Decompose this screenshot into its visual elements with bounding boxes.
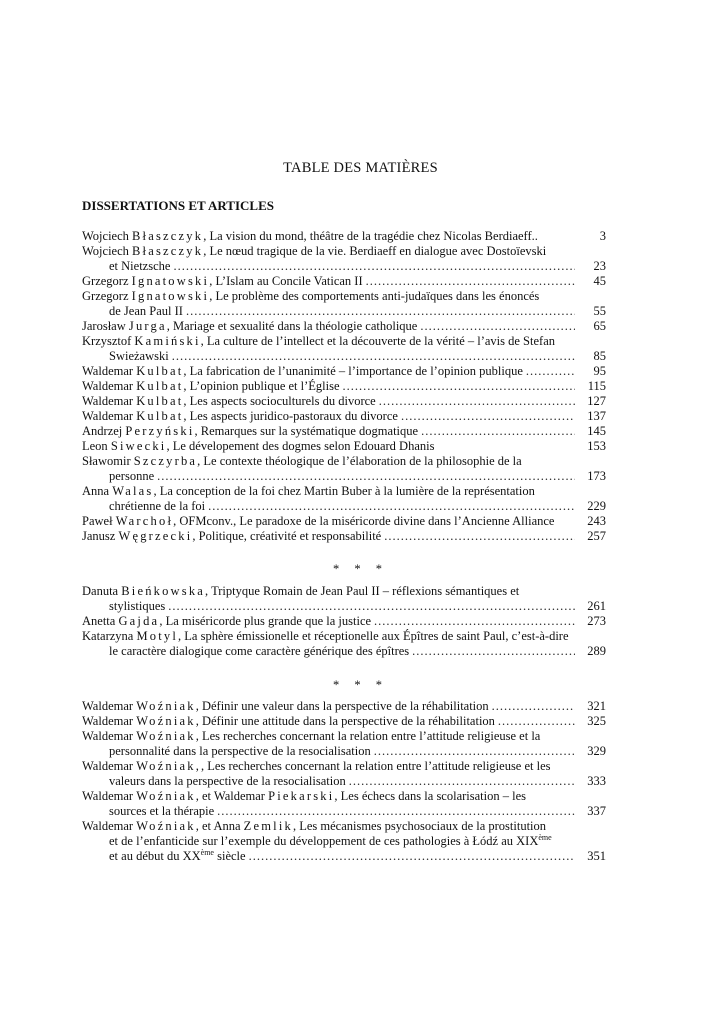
entry-title: , La fabrication de l’unanimité – l’importance de l’opinion publique	[183, 364, 523, 378]
page-number: 153	[587, 439, 606, 453]
entry-text	[82, 319, 417, 334]
entry-title-continued: stylistiques	[109, 599, 166, 613]
coauthor-first-name: Anna	[213, 819, 244, 833]
toc-line	[82, 424, 606, 439]
separator-stars: * * *	[333, 562, 388, 576]
toc-entry	[82, 729, 606, 759]
entry-title: , Le contexte théologique de l’élaboration de la philosophie de la	[197, 454, 522, 468]
author-last-name: Kulbat	[136, 364, 184, 378]
entry-title: , Les mécanismes psychosociaux de la prostitution	[292, 819, 547, 833]
page-number: 243	[587, 514, 606, 528]
entry-text	[82, 819, 546, 834]
entry-text	[109, 259, 170, 274]
entry-title-continued: personne	[109, 469, 155, 483]
toc-line	[82, 259, 606, 274]
entry-text	[82, 454, 522, 469]
entry-text	[109, 804, 214, 819]
author-last-name: Kulbat	[136, 409, 184, 423]
toc-line	[82, 334, 606, 349]
toc-line	[82, 744, 606, 759]
dot-leader	[421, 424, 575, 439]
entry-title: , Politique, créativité et responsabilité	[192, 529, 382, 543]
author-first-name: Leon	[82, 439, 111, 453]
toc-line	[82, 714, 606, 729]
entry-text	[109, 849, 246, 864]
author-last-name: Woźniak	[136, 699, 196, 713]
entry-text	[82, 484, 535, 499]
author-separator: , et	[195, 819, 214, 833]
author-first-name: Janusz	[82, 529, 119, 543]
entry-text	[82, 274, 363, 289]
entry-text	[82, 789, 526, 804]
page-number: 173	[587, 469, 606, 483]
page-number: 261	[587, 599, 606, 613]
author-first-name: Danuta	[82, 584, 122, 598]
entry-text	[82, 584, 519, 599]
author-first-name: Waldemar	[82, 819, 137, 833]
entry-title: , Le problème des comportements anti-judaïques dans les énoncés	[209, 289, 540, 303]
superscript-eme: ème	[200, 849, 214, 857]
toc-line	[82, 229, 606, 244]
entry-title-continued: le caractère dialogique come caractère générique des épîtres	[109, 644, 410, 658]
toc-line	[82, 364, 606, 379]
author-first-name: Waldemar	[82, 699, 137, 713]
entry-title-continued: sources et la thérapie	[109, 804, 215, 818]
author-first-name: Wojciech	[82, 229, 133, 243]
page-number: 333	[587, 774, 606, 788]
page-number: 351	[587, 849, 606, 863]
entry-title: , Les aspects juridico-pastoraux du divorce	[183, 409, 398, 423]
dot-leader	[401, 409, 575, 424]
toc-entry	[82, 289, 606, 319]
toc-line	[82, 319, 606, 334]
author-first-name: Anna	[82, 484, 113, 498]
entry-text	[109, 499, 205, 514]
toc-line	[82, 699, 606, 714]
toc-line	[82, 644, 606, 659]
dot-leader	[217, 804, 575, 819]
entry-title: , Remarques sur la systématique dogmatique	[194, 424, 419, 438]
dot-leader	[420, 319, 575, 334]
toc-line	[82, 514, 606, 529]
entry-text	[82, 759, 551, 774]
toc-entry	[82, 529, 606, 544]
dot-leader	[157, 469, 575, 484]
entry-title: , Les aspects socioculturels du divorce	[183, 394, 376, 408]
entry-text	[109, 774, 346, 789]
author-first-name: Katarzyna	[82, 629, 137, 643]
dot-leader	[384, 529, 575, 544]
entry-text	[82, 409, 398, 424]
dot-leader	[374, 744, 575, 759]
toc-entry	[82, 439, 606, 454]
entry-title: , Les recherches concernant la relation entre l’attitude religieuse et les	[201, 759, 551, 773]
author-last-name: Woźniak,	[136, 759, 202, 773]
toc-entry	[82, 424, 606, 439]
entry-title: , Mariage et sexualité dans la théologie catholique	[166, 319, 418, 333]
dot-leader	[379, 394, 575, 409]
toc-entry	[82, 229, 606, 244]
author-first-name: Wojciech	[82, 244, 133, 258]
toc-entry	[82, 759, 606, 789]
toc-line	[82, 499, 606, 514]
author-first-name: Krzysztof	[82, 334, 135, 348]
toc-line	[82, 244, 606, 259]
author-last-name: Kulbat	[136, 394, 184, 408]
author-first-name: Anetta	[82, 614, 119, 628]
entry-text	[82, 629, 569, 644]
page-number: 257	[587, 529, 606, 543]
entry-title: , Les échecs dans la scolarisation – les	[334, 789, 527, 803]
author-last-name: Jurga	[128, 319, 167, 333]
page-number: 337	[587, 804, 606, 818]
entry-title: , Définir une valeur dans la perspective de la réhabilitation	[195, 699, 489, 713]
author-last-name: Woźniak	[136, 819, 196, 833]
author-last-name: Woźniak	[136, 789, 196, 803]
toc-line	[82, 834, 606, 849]
author-first-name: Waldemar	[82, 714, 137, 728]
entry-text	[82, 289, 539, 304]
entry-title-continued: de Jean Paul II	[109, 304, 183, 318]
author-last-name: Perzyński	[125, 424, 195, 438]
author-first-name: Waldemar	[82, 759, 137, 773]
author-last-name: Gajda	[118, 614, 160, 628]
page-number: 65	[593, 319, 606, 333]
dot-leader	[412, 644, 575, 659]
author-first-name: Waldemar	[82, 394, 137, 408]
dot-leader	[186, 304, 575, 319]
toc-line	[82, 274, 606, 289]
author-last-name: Węgrzecki	[118, 529, 193, 543]
toc-entry	[82, 274, 606, 289]
dot-leader	[498, 714, 575, 729]
author-last-name: Ignatowski	[131, 274, 210, 288]
coauthor-last-name: Piekarski	[268, 789, 335, 803]
page-title: TABLE DES MATIÈRES	[283, 160, 438, 176]
dot-leader	[492, 699, 575, 714]
toc-line	[82, 789, 606, 804]
author-first-name: Grzegorz	[82, 274, 132, 288]
toc-entry	[82, 819, 606, 864]
author-last-name: Motyl	[136, 629, 179, 643]
entry-text	[82, 714, 495, 729]
entry-text	[82, 439, 434, 454]
toc-line	[82, 439, 606, 454]
page-number: 23	[593, 259, 606, 273]
entry-title-continued: chrétienne de la foi	[109, 499, 206, 513]
toc-line	[82, 804, 606, 819]
entry-text	[82, 364, 523, 379]
toc-entry	[82, 514, 606, 529]
toc-line	[82, 614, 606, 629]
entry-text	[109, 304, 183, 319]
entry-text	[109, 644, 409, 659]
toc-entry	[82, 614, 606, 629]
entry-text	[109, 599, 165, 614]
entry-title-continued: Swieżawski	[109, 349, 169, 363]
page-number: 289	[587, 644, 606, 658]
toc-line	[82, 729, 606, 744]
entry-title-continued: et de l’enfanticide sur l’exemple du développement de ces pathologies à Łódź au XIX	[109, 834, 539, 848]
author-first-name: Sławomir	[82, 454, 134, 468]
author-last-name: Woźniak	[136, 714, 196, 728]
entry-text	[82, 614, 371, 629]
author-first-name: Waldemar	[82, 409, 137, 423]
toc-entry	[82, 584, 606, 614]
entry-text	[82, 229, 538, 244]
toc-line	[82, 529, 606, 544]
toc-line	[82, 849, 606, 864]
entry-title-tail: siècle	[213, 849, 246, 863]
dot-leader	[249, 849, 575, 864]
author-first-name: Waldemar	[82, 729, 137, 743]
entry-text	[82, 514, 554, 529]
toc-line	[82, 469, 606, 484]
toc-group-2	[82, 584, 606, 659]
separator-stars: * * *	[333, 678, 388, 692]
toc-line	[82, 774, 606, 789]
dot-leader	[526, 364, 575, 379]
toc-entry	[82, 244, 606, 274]
page-number: 95	[593, 364, 606, 378]
page-number: 325	[587, 714, 606, 728]
author-first-name: Waldemar	[82, 379, 137, 393]
entry-title: , Le dévelopement des dogmes selon Edouard Dhanis	[166, 439, 435, 453]
author-last-name: Walas	[112, 484, 154, 498]
page-number: 127	[587, 394, 606, 408]
page-number: 329	[587, 744, 606, 758]
toc-entry	[82, 699, 606, 714]
page-number: 115	[587, 379, 606, 393]
toc-entry	[82, 454, 606, 484]
dot-leader	[349, 774, 575, 789]
page-number: 85	[593, 349, 606, 363]
toc-entry	[82, 484, 606, 514]
author-last-name: Szczyrba	[133, 454, 198, 468]
entry-text	[109, 349, 169, 364]
toc-line	[82, 629, 606, 644]
entry-title-continued: personnalité dans la perspective de la resocialisation	[109, 744, 371, 758]
dot-leader	[172, 349, 575, 364]
entry-title-continued: et au début du XX	[109, 849, 201, 863]
dot-leader	[343, 379, 575, 394]
toc-entry	[82, 379, 606, 394]
author-first-name: Jarosław	[82, 319, 129, 333]
entry-title: , La vision du mond, théâtre de la tragédie chez Nicolas Berdiaeff..	[203, 229, 538, 243]
toc-entry	[82, 319, 606, 334]
dot-leader	[366, 274, 575, 289]
entry-title: , L’opinion publique et l’Église	[183, 379, 340, 393]
author-first-name: Paweł	[82, 514, 116, 528]
page-number: 137	[587, 409, 606, 423]
author-last-name: Kamiński	[134, 334, 201, 348]
author-last-name: Błaszczyk	[132, 229, 204, 243]
section-heading: DISSERTATIONS ET ARTICLES	[82, 198, 274, 213]
toc-line	[82, 584, 606, 599]
page-number: 145	[587, 424, 606, 438]
entry-text	[82, 729, 540, 744]
toc-entry	[82, 334, 606, 364]
superscript-eme: ème	[538, 834, 552, 842]
toc-line	[82, 484, 606, 499]
entry-text	[82, 334, 555, 349]
entry-text	[109, 744, 371, 759]
coauthor-last-name: Zemlik	[243, 819, 293, 833]
toc-line	[82, 409, 606, 424]
author-last-name: Ignatowski	[131, 289, 210, 303]
toc-entry	[82, 714, 606, 729]
entry-title: , La miséricorde plus grande que la justice	[159, 614, 372, 628]
dot-leader	[208, 499, 575, 514]
entry-title: , L’Islam au Concile Vatican II	[209, 274, 363, 288]
toc-line	[82, 599, 606, 614]
page-number: 229	[587, 499, 606, 513]
author-last-name: Błaszczyk	[132, 244, 204, 258]
entry-text	[82, 529, 381, 544]
page-number: 55	[593, 304, 606, 318]
author-last-name: Bieńkowska	[121, 584, 206, 598]
entry-title: , Définir une attitude dans la perspective de la réhabilitation	[195, 714, 495, 728]
toc-line	[82, 759, 606, 774]
entry-text	[82, 699, 489, 714]
dot-leader	[168, 599, 575, 614]
author-first-name: Andrzej	[82, 424, 126, 438]
author-separator: , et	[195, 789, 214, 803]
dot-leader	[173, 259, 575, 274]
entry-text	[109, 469, 154, 484]
author-first-name: Waldemar	[82, 364, 137, 378]
entry-title: , Les recherches concernant la relation entre l’attitude religieuse et la	[195, 729, 541, 743]
author-last-name: Warchoł	[115, 514, 174, 528]
entry-text	[82, 244, 546, 259]
author-first-name: Grzegorz	[82, 289, 132, 303]
entry-title: , OFMconv., Le paradoxe de la miséricorde divine dans l’Ancienne Alliance	[173, 514, 555, 528]
toc-group-3	[82, 699, 606, 864]
author-last-name: Kulbat	[136, 379, 184, 393]
toc-entry	[82, 364, 606, 379]
entry-title: , La sphère émissionelle et réceptionelle aux Épîtres de saint Paul, c’est-à-dire	[178, 629, 569, 643]
page-number: 321	[587, 699, 606, 713]
toc-line	[82, 379, 606, 394]
toc-line	[82, 289, 606, 304]
author-first-name: Waldemar	[82, 789, 137, 803]
toc-entry	[82, 789, 606, 819]
entry-text	[109, 834, 552, 849]
toc-line	[82, 454, 606, 469]
entry-title: , La culture de l’intellect et la découverte de la vérité – l’avis de Stefan	[200, 334, 555, 348]
toc-entry	[82, 409, 606, 424]
entry-text	[82, 379, 340, 394]
page-number: 45	[593, 274, 606, 288]
entry-text	[82, 394, 376, 409]
entry-title: , Le nœud tragique de la vie. Berdiaeff en dialogue avec Dostoïevski	[203, 244, 547, 258]
entry-title-continued: valeurs dans la perspective de la resocialisation	[109, 774, 346, 788]
toc-line	[82, 819, 606, 834]
entry-title-continued: et Nietzsche	[109, 259, 171, 273]
author-last-name: Siwecki	[110, 439, 167, 453]
toc-entry	[82, 394, 606, 409]
entry-text	[82, 424, 418, 439]
toc-line	[82, 349, 606, 364]
page-number: 3	[599, 229, 606, 243]
toc-line	[82, 394, 606, 409]
author-last-name: Woźniak	[136, 729, 196, 743]
page-number: 273	[587, 614, 606, 628]
toc-line	[82, 304, 606, 319]
coauthor-first-name: Waldemar	[213, 789, 269, 803]
toc-group-1	[82, 229, 606, 544]
toc-entry	[82, 629, 606, 659]
dot-leader	[374, 614, 575, 629]
entry-title: , Triptyque Romain de Jean Paul II – réflexions sémantiques et	[205, 584, 520, 598]
entry-title: , La conception de la foi chez Martin Buber à la lumière de la représentation	[153, 484, 535, 498]
